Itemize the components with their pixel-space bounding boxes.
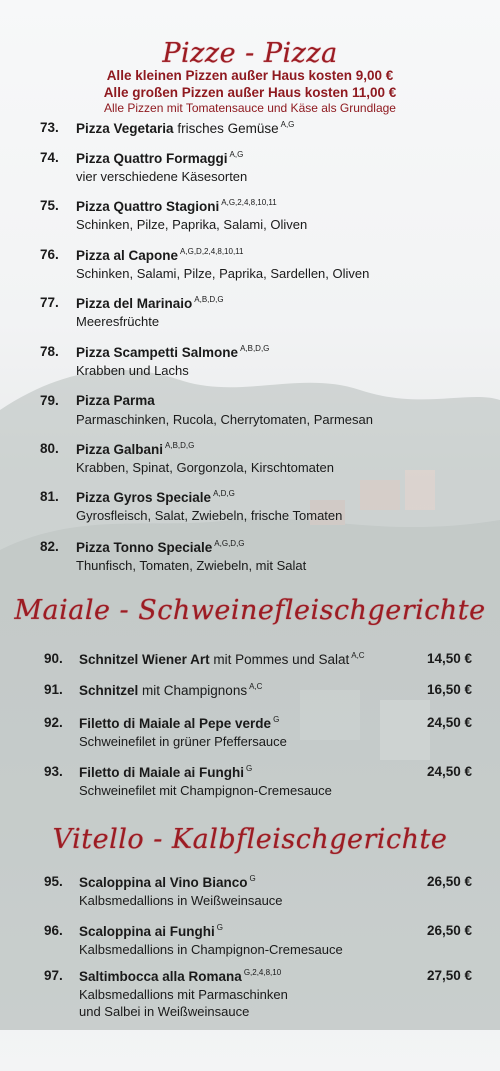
allergen-codes: A,G — [280, 120, 295, 129]
item-description: Parmaschinken, Rucola, Cherrytomaten, Parmesan — [76, 412, 373, 427]
allergen-codes: G — [273, 715, 280, 724]
allergen-codes: A,D,G — [213, 489, 235, 498]
item-extra: frisches Gemüse — [177, 121, 279, 136]
allergen-codes: A,G — [229, 150, 244, 159]
item-description: Thunfisch, Tomaten, Zwiebeln, mit Salat — [76, 558, 307, 573]
item-number: 95. — [44, 874, 63, 889]
allergen-codes: A,B,D,G — [194, 295, 224, 304]
item-number: 75. — [40, 198, 59, 213]
item-name-line — [76, 393, 155, 408]
item-name-line — [76, 539, 245, 555]
section-title-vitello: Vitello - Kalbfleischgerichte — [52, 824, 448, 855]
item-description: Kalbsmedallions mit Parmaschinken — [79, 987, 288, 1002]
section-title-pizza: Pizze - Pizza — [162, 38, 338, 69]
item-description: Kalbsmedallions in Champignon-Cremesauce — [79, 942, 343, 957]
item-price: 16,50 € — [426, 682, 472, 697]
pizza-base-note: Alle Pizzen mit Tomatensauce und Käse als Grundlage — [104, 101, 396, 115]
item-price: 26,50 € — [426, 874, 472, 889]
allergen-codes: A,G,D,G — [214, 539, 245, 548]
allergen-codes: G,2,4,8,10 — [243, 968, 282, 977]
item-description: Kalbsmedallions in Weißweinsauce — [79, 893, 283, 908]
item-name-line — [79, 874, 256, 890]
item-price: 24,50 € — [426, 715, 472, 730]
item-name-line — [76, 150, 243, 166]
item-price: 24,50 € — [426, 764, 472, 779]
item-name: Saltimbocca alla Romana — [79, 969, 242, 984]
allergen-codes: G — [216, 923, 223, 932]
allergen-codes: G — [249, 874, 256, 883]
item-description: Krabben, Spinat, Gorgonzola, Kirschtomaten — [76, 460, 334, 475]
item-name: Pizza Parma — [76, 393, 155, 408]
allergen-codes: A,C — [249, 682, 263, 691]
item-name-line — [76, 295, 224, 311]
item-name-line — [79, 923, 223, 939]
item-name-line — [76, 489, 235, 505]
item-number: 96. — [44, 923, 63, 938]
item-price: 27,50 € — [426, 968, 472, 983]
allergen-codes: A,B,D,G — [165, 441, 195, 450]
coastal-village-watermark — [0, 330, 500, 1030]
item-name: Schnitzel — [79, 683, 139, 698]
section-title-maiale: Maiale - Schweinefleischgerichte — [14, 595, 486, 626]
item-description: Krabben und Lachs — [76, 363, 189, 378]
item-description: Gyrosfleisch, Salat, Zwiebeln, frische Tomaten — [76, 508, 343, 523]
item-name: Pizza Tonno Speciale — [76, 540, 213, 555]
item-name-line — [76, 120, 294, 136]
takeaway-small-price-note: Alle kleinen Pizzen außer Haus kosten 9,00 € — [106, 68, 394, 83]
item-number: 90. — [44, 651, 63, 666]
item-name: Pizza Gyros Speciale — [76, 490, 212, 505]
item-description: Schweinefilet in grüner Pfeffersauce — [79, 734, 287, 749]
item-number: 91. — [44, 682, 63, 697]
item-name: Schnitzel Wiener Art — [79, 652, 210, 667]
item-name-line — [79, 764, 252, 780]
item-name-line — [79, 968, 281, 984]
item-number: 97. — [44, 968, 63, 983]
item-number: 93. — [44, 764, 63, 779]
item-name-line — [76, 247, 243, 263]
item-name: Pizza Galbani — [76, 442, 164, 457]
item-name: Pizza Quattro Stagioni — [76, 199, 220, 214]
item-name: Pizza Scampetti Salmone — [76, 345, 239, 360]
allergen-codes: A,C — [351, 651, 365, 660]
item-description: Meeresfrüchte — [76, 314, 160, 329]
item-number: 78. — [40, 344, 59, 359]
item-number: 82. — [40, 539, 59, 554]
item-name: Pizza Vegetaria — [76, 121, 174, 136]
item-name-line — [76, 344, 269, 360]
item-number: 77. — [40, 295, 59, 310]
item-number: 92. — [44, 715, 63, 730]
item-price: 14,50 € — [426, 651, 472, 666]
allergen-codes: A,B,D,G — [240, 344, 270, 353]
item-description-line-2: und Salbei in Weißweinsauce — [79, 1004, 250, 1019]
item-name-line — [76, 198, 277, 214]
item-number: 74. — [40, 150, 59, 165]
item-name-line — [79, 682, 262, 698]
item-name: Pizza al Capone — [76, 248, 179, 263]
item-extra: mit Pommes und Salat — [213, 652, 350, 667]
item-extra: mit Champignons — [142, 683, 248, 698]
item-name-line — [79, 651, 365, 667]
item-number: 73. — [40, 120, 59, 135]
item-name: Pizza del Marinaio — [76, 296, 193, 311]
allergen-codes: A,G,D,2,4,8,10,11 — [180, 247, 244, 256]
item-name-line — [76, 441, 194, 457]
item-description: Schinken, Salami, Pilze, Paprika, Sardellen, Oliven — [76, 266, 370, 281]
allergen-codes: G — [246, 764, 253, 773]
item-price: 26,50 € — [426, 923, 472, 938]
item-number: 76. — [40, 247, 59, 262]
item-name: Scaloppina ai Funghi — [79, 924, 215, 939]
item-name: Pizza Quattro Formaggi — [76, 151, 228, 166]
item-name: Filetto di Maiale ai Funghi — [79, 765, 245, 780]
item-number: 79. — [40, 393, 59, 408]
item-description: Schweinefilet mit Champignon-Cremesauce — [79, 783, 332, 798]
item-description: vier verschiedene Käsesorten — [76, 169, 248, 184]
takeaway-large-price-note: Alle großen Pizzen außer Haus kosten 11,00 € — [103, 85, 397, 100]
item-name-line — [79, 715, 279, 731]
item-description: Schinken, Pilze, Paprika, Salami, Oliven — [76, 217, 308, 232]
allergen-codes: A,G,2,4,8,10,11 — [221, 198, 277, 207]
item-name: Scaloppina al Vino Bianco — [79, 875, 248, 890]
item-name: Filetto di Maiale al Pepe verde — [79, 716, 272, 731]
item-number: 81. — [40, 489, 59, 504]
item-number: 80. — [40, 441, 59, 456]
